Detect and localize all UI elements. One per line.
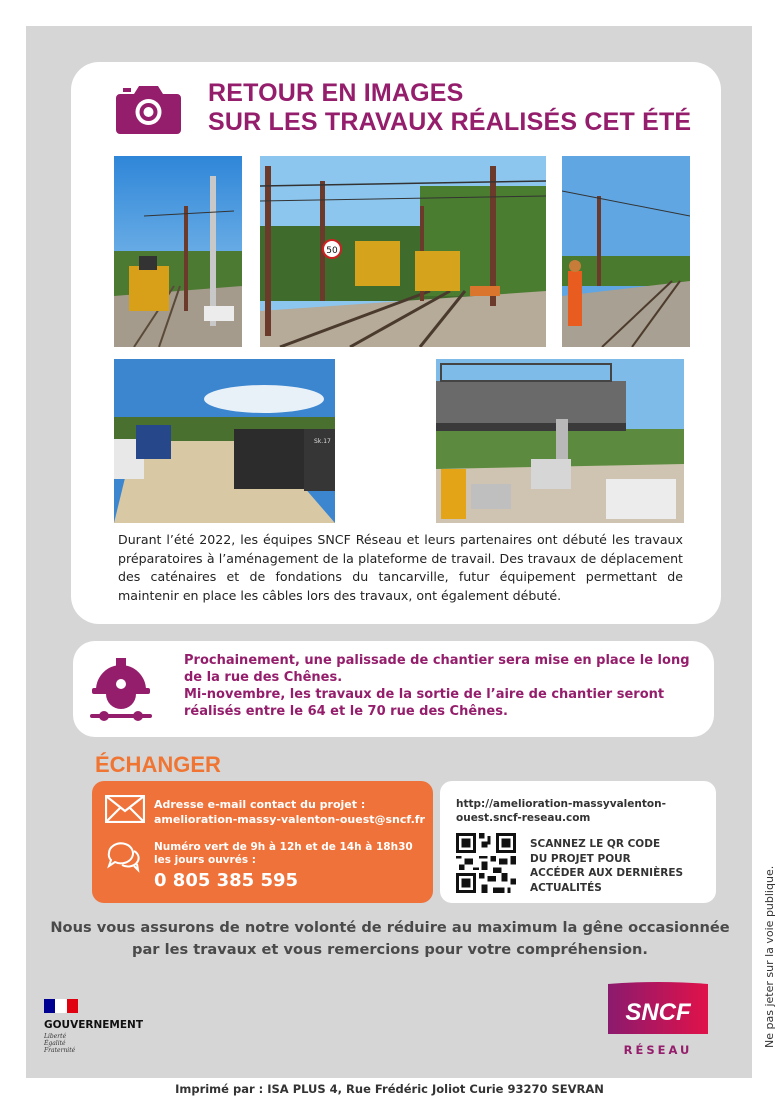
helmet-icon bbox=[86, 650, 156, 724]
qr-text-4: ACTUALITÉS bbox=[530, 881, 602, 894]
phone-number[interactable]: 0 805 385 595 bbox=[154, 870, 299, 891]
motto-liberte: Liberté bbox=[44, 1033, 67, 1040]
printer-footer: Imprimé par : ISA PLUS 4, Rue Frédéric Joliot Curie 93270 SEVRAN bbox=[175, 1082, 604, 1096]
info-palissade: Prochainement, une palissade de chantier sera mise en place le long de la rue des Chênes. bbox=[184, 653, 690, 685]
marianne-flag-icon bbox=[44, 999, 78, 1013]
intro-paragraph: Durant l’été 2022, les équipes SNCF Réseau et leurs partenaires ont débuté les travaux préparatoires à l’aménagement de la plateforme de travail. Des travaux de déplacement des caténaires et de fondations du tancarville, futur équipement permettant de maintenir en place les câbles lors des travaux, ont également débuté. bbox=[118, 532, 683, 603]
photo-access-road bbox=[114, 359, 335, 523]
qr-code[interactable] bbox=[456, 833, 516, 893]
closing-line-1: Nous vous assurons de notre volonté de réduire au maximum la gêne occasionnée bbox=[50, 919, 730, 936]
qr-text-2: DU PROJET POUR bbox=[530, 852, 631, 865]
sncf-text: SNCF bbox=[625, 999, 691, 1026]
motto-egalite: Égalité bbox=[44, 1040, 66, 1047]
qr-text-3: ACCÉDER AUX DERNIÈRES bbox=[530, 867, 684, 879]
email-link[interactable]: amelioration-massy-valenton-ouest@sncf.fr bbox=[154, 813, 425, 826]
phone-label-1: Numéro vert de 9h à 12h et de 14h à 18h30 bbox=[154, 841, 413, 853]
photo-bridge-drilling bbox=[436, 359, 684, 523]
envelope-icon bbox=[105, 795, 145, 823]
qr-box bbox=[440, 781, 716, 903]
title-line-1: RETOUR EN IMAGES bbox=[208, 79, 464, 107]
url-line-2[interactable]: ouest.sncf-reseau.com bbox=[456, 812, 591, 824]
title-line-2: SUR LES TRAVAUX RÉALISÉS CET ÉTÉ bbox=[208, 108, 692, 136]
url-line-1[interactable]: http://amelioration-massyvalenton- bbox=[456, 798, 666, 810]
sncf-logo-shape bbox=[606, 980, 710, 1036]
email-label: Adresse e-mail contact du projet : bbox=[154, 798, 366, 811]
camera-icon bbox=[116, 82, 181, 134]
gouv-text: GOUVERNEMENT bbox=[44, 1019, 143, 1031]
speed-sign-50: 50 bbox=[326, 246, 338, 256]
upcoming-works-text bbox=[184, 652, 704, 720]
photo-tamping-machine bbox=[114, 156, 242, 347]
photo-worker-tracks bbox=[562, 156, 690, 347]
closing-message bbox=[40, 917, 740, 961]
photo-track-works bbox=[260, 156, 546, 347]
vertical-note: Ne pas jeter sur la voie publique. bbox=[763, 865, 776, 1048]
chat-icon bbox=[106, 839, 142, 873]
reseau-text: RÉSEAU bbox=[623, 1043, 693, 1057]
page-title bbox=[208, 79, 691, 137]
wall-tag: Sk.17 bbox=[314, 438, 331, 445]
motto-fraternite: Fraternité bbox=[44, 1047, 76, 1054]
phone-label-2: les jours ouvrés : bbox=[154, 854, 256, 866]
info-mi-novembre: Mi-novembre, les travaux de la sortie de l’aire de chantier seront réalisés entre le 64 et le 70 rue des Chênes. bbox=[184, 687, 665, 719]
contact-box bbox=[92, 781, 433, 903]
closing-line-2: par les travaux et vous remercions pour votre compréhension. bbox=[132, 941, 648, 958]
gouvernement-logo bbox=[44, 998, 143, 1054]
qr-text-1: SCANNEZ LE QR CODE bbox=[530, 838, 661, 850]
echanger-heading: ÉCHANGER bbox=[95, 752, 221, 777]
sncf-reseau-logo bbox=[606, 980, 710, 1056]
